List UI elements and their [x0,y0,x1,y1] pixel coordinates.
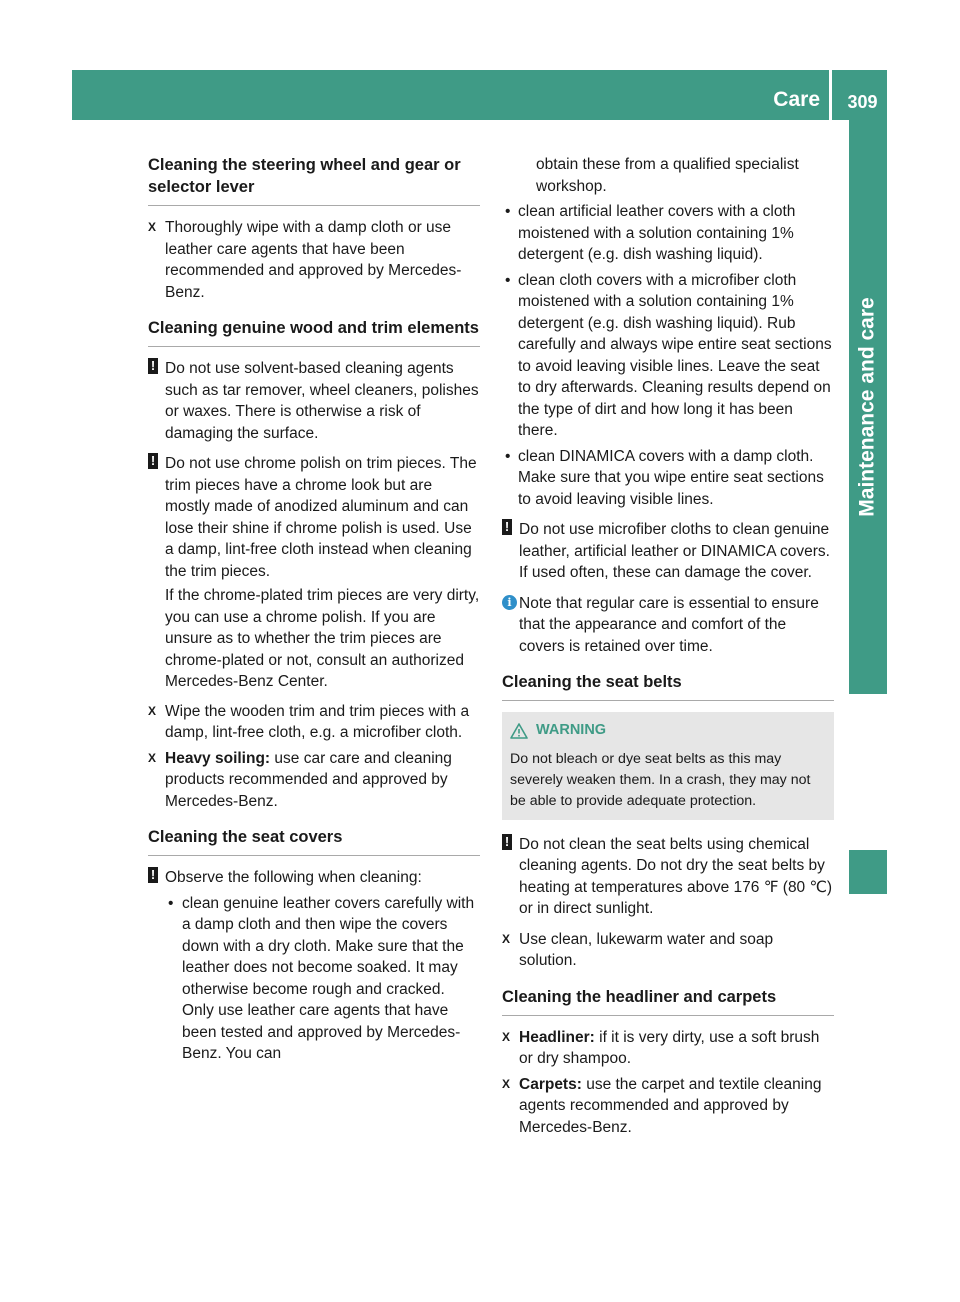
bullet-dot: • [505,271,511,289]
side-tab-marker [849,850,887,894]
warning-text: Do not bleach or dye seat belts as this may severely weaken them. In a crash, they may not be able to provide adequate protection. [510,750,811,809]
warning-title [510,720,826,742]
step-arrow-icon: X [502,1076,511,1091]
bullet-dinamica [502,446,834,511]
step-carpets [502,1074,834,1139]
side-tab-label-wrap [849,120,887,694]
bullet-text: clean DINAMICA covers with a damp cloth. Make sure that you wipe entire seat sections to avoid leaving visible lines. [518,447,824,508]
step-bold-label: Heavy soiling: [165,749,271,767]
caution-icon: ! [148,358,158,374]
note-text: Observe the following when cleaning: [165,869,422,886]
step-bold-label: Headliner: [519,1028,595,1046]
step-arrow-icon: X [502,931,511,946]
side-tab-label: Maintenance and care [856,297,880,517]
bullet-dot: • [168,894,174,912]
left-column [148,154,480,1069]
note-text: Do not clean the seat belts using chemical cleaning agents. Do not dry the seat belts by heating at temperatures above 176 ℉ (80 ℃) or in direct sunlight. [519,835,833,917]
heading-wood-trim: Cleaning genuine wood and trim elements [148,317,480,347]
bullet-text: clean genuine leather covers carefully with a damp cloth and then wipe the covers down with a dry cloth. Make sure that the leather does not become soaked. It may otherwise become rough and cracked. Only use leather care agents that have been tested and approved by Mercedes-Benz. You can [182,894,475,1062]
bullet-dot: • [505,447,511,465]
note-text: Do not use microfiber cloths to clean genuine leather, artificial leather or DINAMICA covers. If used often, these can damage the cover. [519,521,830,581]
step-heavy-soiling [148,748,480,813]
caution-icon: ! [148,453,158,469]
step-bold-label: Carpets: [519,1075,582,1093]
info-regular-care [502,593,834,658]
step-arrow-icon: X [502,1029,511,1044]
caution-icon: ! [502,519,512,535]
note-solvent [148,358,480,444]
caution-icon: ! [148,867,158,883]
step-text: Use clean, lukewarm water and soap solution. [519,930,774,969]
note-text: Note that regular care is essential to ensure that the appearance and comfort of the covers is retained over time. [519,594,819,655]
step-arrow-icon: X [148,220,157,234]
heading-seat-belts: Cleaning the seat belts [502,671,834,701]
note-text: Do not use chrome polish on trim pieces. The trim pieces have a chrome look but are mostly made of anodized aluminum and can lose their shine if chrome polish is used. Use a damp, lint-free cloth instead when cleaning the trim pieces. [165,455,477,580]
step-text: use the carpet and textile cleaning agents recommended and approved by Mercedes-Benz. [519,1075,822,1136]
step-text: use car care and cleaning products recommended and approved by Mercedes-Benz. [165,749,452,810]
bullet-cloth-covers [502,270,834,442]
step-lukewarm-water [502,929,834,972]
note-chrome-paragraph: If the chrome-plated trim pieces are very dirty, you can use a chrome polish. If you are unsure as to whether the trim pieces are chrome-plated or not, consult an authorized Mercedes-Benz Center. [165,587,480,690]
step-arrow-icon: X [148,750,157,765]
bullet-artificial-leather [502,201,834,266]
step-arrow-icon: X [148,703,157,718]
note-observe [148,867,480,889]
page-number: 309 [847,92,878,112]
bullet-dot: • [505,203,511,220]
step-text: if it is very dirty, use a soft brush or dry shampoo. [519,1028,820,1067]
warning-triangle-icon [510,723,528,739]
note-seat-belts-chemicals [502,834,834,920]
warning-label: WARNING [536,722,607,738]
bullet-genuine-leather-continued: obtain these from a qualified specialist workshop. [536,156,799,195]
heading-seat-covers: Cleaning the seat covers [148,826,480,856]
heading-headliner-carpets: Cleaning the headliner and carpets [502,986,834,1016]
bullet-text: clean artificial leather covers with a cloth moistened with a solution containing 1% detergent (e.g. dish washing liquid). [518,203,796,263]
step-headliner [502,1027,834,1070]
warning-box [502,712,834,820]
header-divider [829,70,832,120]
info-icon: i [502,595,517,610]
step-steering-wipe [148,217,480,303]
section-title: Care [773,88,820,111]
note-microfiber [502,519,834,584]
heading-steering-wheel: Cleaning the steering wheel and gear or selector lever [148,154,480,206]
note-text: Do not use solvent-based cleaning agents such as tar remover, wheel cleaners, polishes or waxes. There is otherwise a risk of damaging the surface. [165,360,479,442]
step-wipe-wooden-trim [148,701,480,744]
bullet-text: clean cloth covers with a microfiber cloth moistened with a solution containing 1% detergent (e.g. dish washing liquid). Rub carefully and always wipe entire seat sections to avoid leaving visible lines. Leave the seat to dry afterwards. Cleaning results depend on the type of dirt and how long it has been there. [518,271,832,439]
step-text: Thoroughly wipe with a damp cloth or use leather care agents that have been recommended and approved by Mercedes-Benz. [165,219,462,301]
right-column [502,154,834,1142]
caution-icon: ! [502,834,512,850]
step-text: Wipe the wooden trim and trim pieces with a damp, lint-free cloth, e.g. a microfiber cloth. [165,702,470,741]
note-chrome-polish [148,453,480,582]
bullet-genuine-leather [148,893,480,1065]
